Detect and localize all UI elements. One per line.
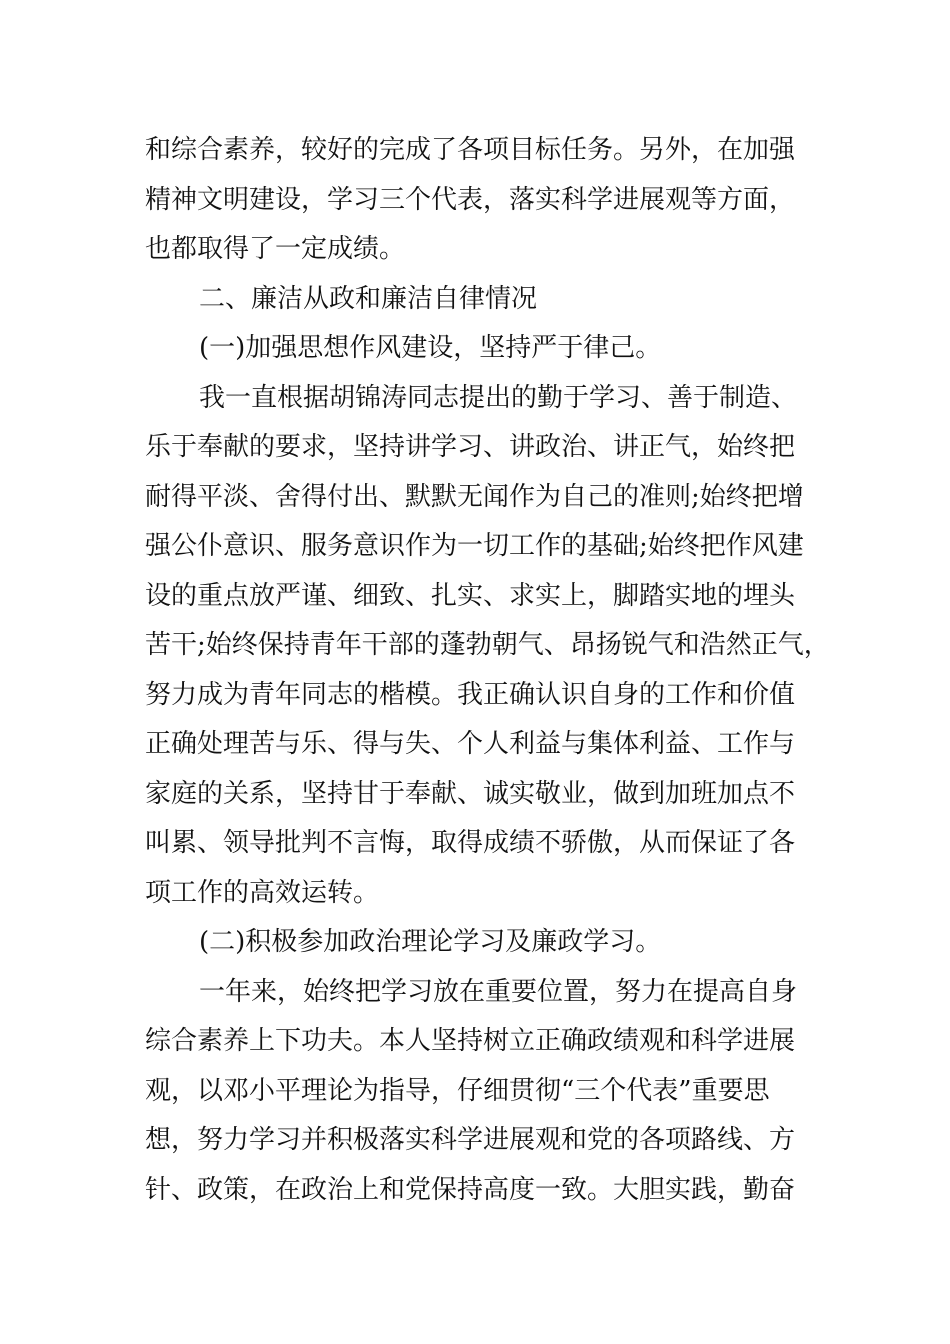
section-heading: 二、廉洁从政和廉洁自律情况 <box>199 283 538 314</box>
text-line: 也都取得了一定成绩。 <box>145 234 406 264</box>
text-line: 观，以邓小平理论为指导，仔细贯彻“三个代表”重要思 <box>145 1075 770 1106</box>
text-line: 设的重点放严谨、细致、扎实、求实上，脚踏实地的埋头 <box>145 580 796 611</box>
document-body <box>145 126 830 1215</box>
text-line: 耐得平淡、舍得付出、默默无闻作为自己的准则;始终把增 <box>145 481 804 512</box>
text-line: 项工作的高效运转。 <box>145 877 380 908</box>
text-line: 叫累、领导批判不言悔，取得成绩不骄傲，从而保证了各 <box>145 828 796 858</box>
text-line: 苦干;始终保持青年干部的蓬勃朝气、昂扬锐气和浩然正气， <box>145 630 830 660</box>
text-line: 努力成为青年同志的楷模。我正确认识自身的工作和价值 <box>145 679 796 710</box>
paragraph-start-line: 我一直根据胡锦涛同志提出的勤于学习、善于制造、 <box>199 382 798 413</box>
text-line: 正确处理苦与乐、得与失、个人利益与集体利益、工作与 <box>145 729 796 759</box>
text-line: 和综合素养，较好的完成了各项目标任务。另外，在加强 <box>145 135 796 165</box>
text-line: 精神文明建设，学习三个代表，落实科学进展观等方面， <box>145 184 796 215</box>
text-line: 综合素养上下功夫。本人坚持树立正确政绩观和科学进展 <box>145 1026 796 1056</box>
subsection-heading: (二)积极参加政治理论学习及廉政学习。 <box>199 927 662 957</box>
text-line: 强公仆意识、服务意识作为一切工作的基础;始终把作风建 <box>145 531 804 561</box>
subsection-heading: (一)加强思想作风建设，坚持严于律己。 <box>199 333 662 363</box>
text-line: 想，努力学习并积极落实科学进展观和党的各项路线、方 <box>145 1125 796 1155</box>
text-line: 乐于奉献的要求，坚持讲学习、讲政治、讲正气，始终把 <box>145 432 796 462</box>
text-line: 家庭的关系，坚持甘于奉献、诚实敬业，做到加班加点不 <box>145 778 796 809</box>
paragraph-start-line: 一年来，始终把学习放在重要位置，努力在提高自身 <box>199 976 798 1007</box>
text-line: 针、政策，在政治上和党保持高度一致。大胆实践，勤奋 <box>145 1174 796 1205</box>
